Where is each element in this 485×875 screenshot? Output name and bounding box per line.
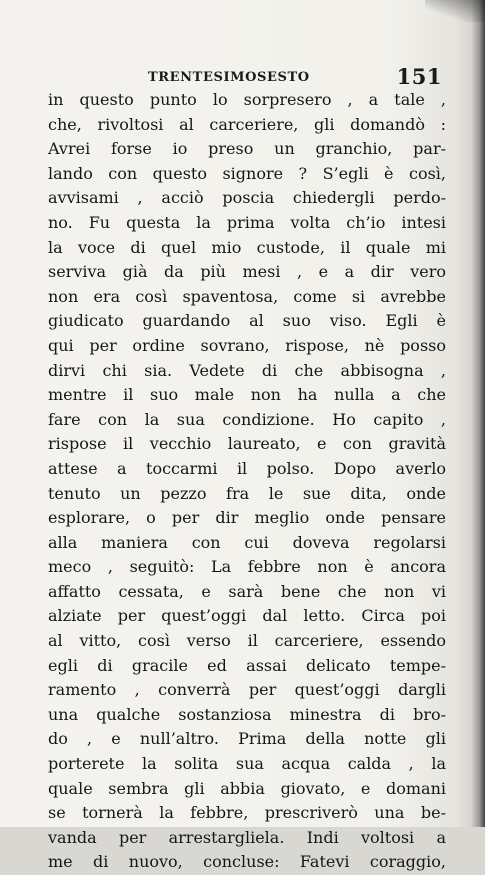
text-line: non era così spaventosa, come si avrebbe bbox=[48, 286, 446, 306]
text-line: rispose il vecchio laureato, e con gravità bbox=[48, 434, 446, 454]
text-line: do , e null’altro. Prima della notte gli bbox=[48, 729, 446, 749]
text-line: qui per ordine sovrano, rispose, nè posso bbox=[48, 335, 446, 355]
text-line: quale sembra gli abbia giovato, e domani bbox=[48, 778, 446, 798]
text-line: tenuto un pezzo fra le sue dita, onde bbox=[48, 483, 446, 503]
page-corner-shadow bbox=[425, 0, 485, 22]
text-line: no. Fu questa la prima volta ch’io intesi bbox=[48, 212, 446, 232]
text-line: affatto cessata, e sarà bene che non vi bbox=[48, 581, 446, 601]
text-line: porterete la solita sua acqua calda , la bbox=[48, 754, 446, 774]
text-line: meco , seguitò: La febbre non è ancora bbox=[48, 557, 446, 577]
page-number: 151 bbox=[396, 64, 442, 89]
text-line: alziate per quest’oggi dal letto. Circa poi bbox=[48, 606, 446, 626]
text-line: egli di gracile ed assai delicato tempe- bbox=[48, 655, 446, 675]
text-line: una qualche sostanziosa minestra di bro- bbox=[48, 704, 446, 724]
text-line: al vitto, così verso il carceriere, essendo bbox=[48, 631, 446, 651]
text-line: avvisami , acciò poscia chiedergli perdo- bbox=[48, 188, 446, 208]
text-line: esplorare, o per dir meglio onde pensare bbox=[48, 508, 446, 528]
text-line: dirvi chi sia. Vedete di che abbisogna , bbox=[48, 360, 446, 380]
text-line: in questo punto lo sorpresero , a tale , bbox=[48, 90, 446, 109]
text-line: Avrei forse io preso un granchio, par- bbox=[48, 139, 446, 159]
page-edge-shadow bbox=[471, 0, 485, 827]
text-line: lando con questo signore ? S’egli è così, bbox=[48, 163, 446, 183]
text-line: alla maniera con cui doveva regolarsi bbox=[48, 532, 446, 552]
text-line: fare con la sua condizione. Ho capito , bbox=[48, 409, 446, 429]
running-title: TRENTESIMOSESTO bbox=[148, 70, 310, 85]
text-line: che, rivoltosi al carceriere, gli domandò : bbox=[48, 114, 446, 134]
text-line: la voce di quel mio custode, il quale mi bbox=[48, 237, 446, 257]
text-line: giudicato guardando al suo viso. Egli è bbox=[48, 311, 446, 331]
text-line: ramento , converrà per quest’oggi dargli bbox=[48, 680, 446, 700]
body-text bbox=[48, 88, 446, 875]
text-line: attese a toccarmi il polso. Dopo averlo bbox=[48, 458, 446, 478]
text-line: serviva già da più mesi , e a dir vero bbox=[48, 262, 446, 282]
page-header bbox=[48, 64, 444, 90]
text-line: me di nuovo, concluse: Fatevi coraggio, bbox=[48, 852, 446, 872]
text-line: vanda per arrestargliela. Indi voltosi a bbox=[48, 827, 446, 847]
text-line: se tornerà la febbre, prescriverò una be- bbox=[48, 803, 446, 823]
text-line: mentre il suo male non ha nulla a che bbox=[48, 385, 446, 405]
